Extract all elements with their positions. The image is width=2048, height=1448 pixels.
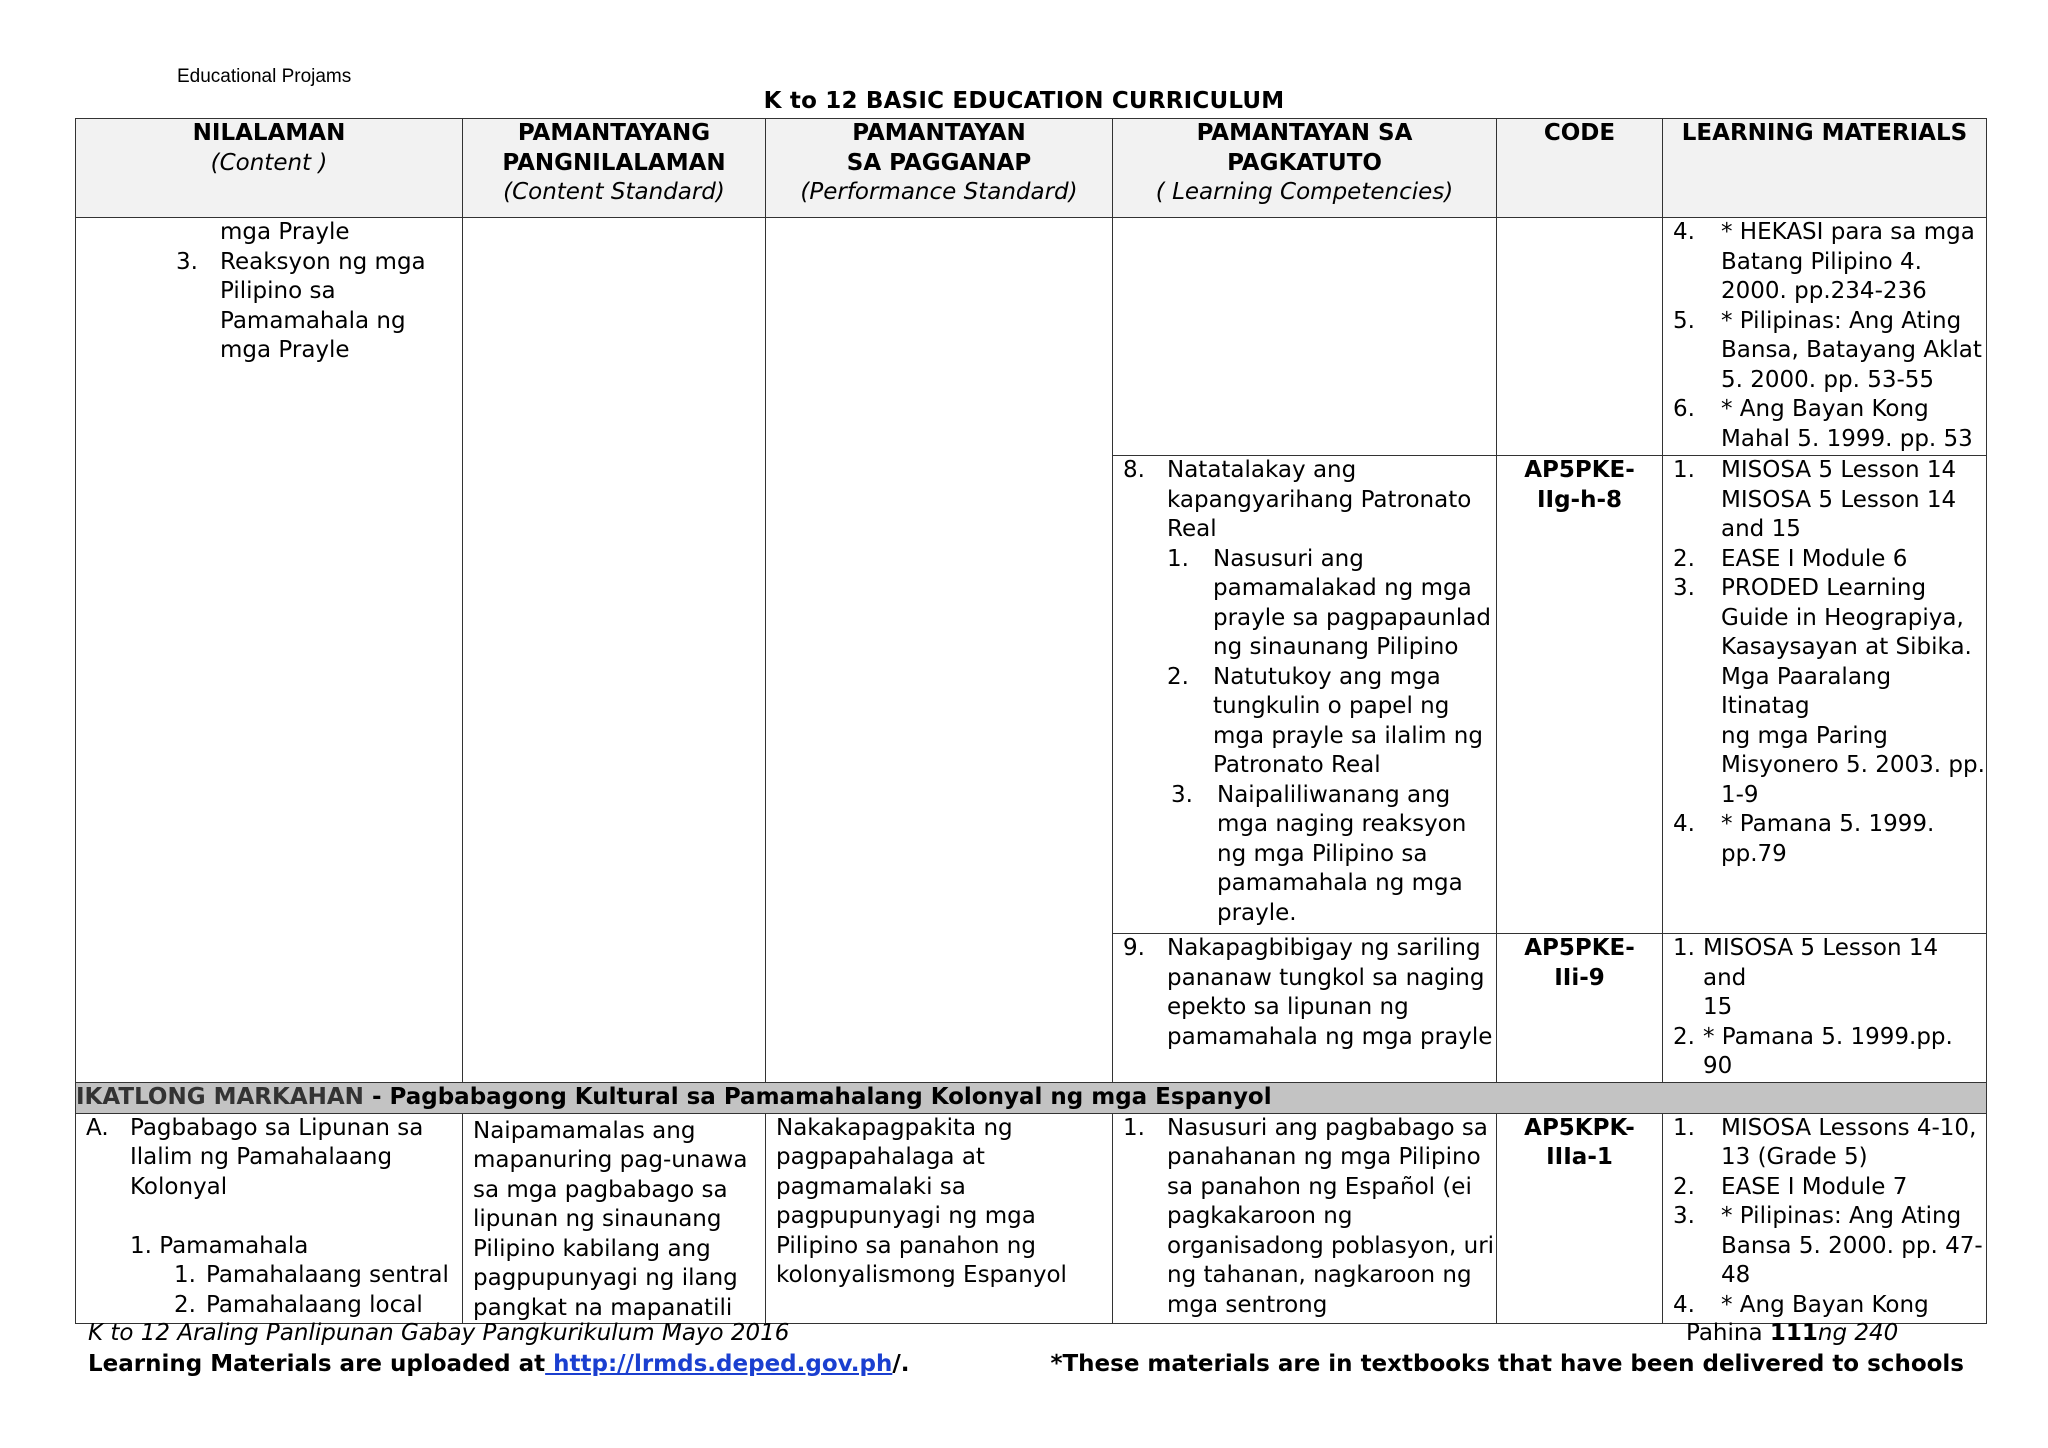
materials-cell (1663, 218, 1987, 456)
materials-cell (1663, 456, 1987, 934)
list-number: 1. (1673, 935, 1695, 961)
competency-cell (1113, 934, 1497, 1083)
header-ps-sub: (Performance Standard) (800, 179, 1078, 205)
content-continuation: mga Prayle (220, 219, 350, 245)
cs-line: pangkat na mapanatili (473, 1294, 733, 1321)
ps-line: pagmamalaki sa (776, 1173, 966, 1200)
content-standard-cell (463, 218, 766, 1083)
list-item (1673, 1291, 1986, 1321)
content-item-number: 3. (176, 248, 198, 275)
material-line: Mahal 5. 1999. pp. 53 (1721, 425, 1973, 452)
footer-upload-prefix: Learning Materials are uploaded at (88, 1351, 546, 1377)
code-cell (1497, 456, 1663, 934)
cs-line: sa mga pagbabago sa (473, 1176, 728, 1203)
code-line: IIg-h-8 (1536, 486, 1623, 513)
material-line: PRODED Learning (1721, 575, 1927, 601)
content-subheading: 1. Pamamahala (130, 1232, 309, 1259)
competency-9 (1123, 934, 1496, 1052)
header-materials: LEARNING MATERIALS (1663, 119, 1987, 218)
sub-line: Patronato Real (1213, 752, 1381, 778)
competency-line: kapangyarihang Patronato (1167, 486, 1472, 513)
list-item (1673, 1023, 1986, 1082)
competency-line: pagkakaroon ng (1167, 1203, 1353, 1229)
content-item-line: Ilalim ng Pamahalaang (130, 1144, 393, 1170)
subitem-number: 1. (174, 1262, 196, 1288)
header-cs-main1: PAMANTAYANG (517, 120, 711, 146)
performance-standard-cell (766, 218, 1113, 1083)
header-lc-main2: PAGKATUTO (1227, 149, 1382, 176)
material-line: Guide in Heograpiya, (1721, 604, 1964, 631)
list-number: 3. (1673, 575, 1695, 601)
cs-line: lipunan ng sinaunang (473, 1206, 722, 1232)
material-line: Mga Paaralang Itinatag (1721, 663, 1892, 719)
material-line: * Pilipinas: Ang Ating (1721, 1203, 1962, 1229)
material-line: EASE I Module 6 (1721, 545, 1908, 572)
competency-line: ng tahanan, nagkaroon ng (1167, 1262, 1472, 1288)
list-item (1673, 1114, 1986, 1173)
competency-line: Nakapagbibigay ng sariling (1167, 935, 1481, 961)
list-item (1673, 307, 1986, 396)
competency-number: 9. (1123, 935, 1145, 961)
quarter-theme: - Pagbabagong Kultural sa Pamamahalang Kolonyal ng mga Espanyol (363, 1083, 1272, 1110)
content-item-line: mga Prayle (220, 337, 350, 363)
header-code: CODE (1497, 119, 1663, 218)
competency-line: Natatalakay ang (1167, 457, 1357, 483)
list-item (1673, 810, 1986, 869)
material-line: MISOSA 5 Lesson 14 (1721, 457, 1957, 483)
header-content-sub: (Content ) (210, 149, 328, 176)
header-content-standard (463, 119, 766, 218)
material-line: ng mga Paring (1721, 722, 1888, 749)
cs-line: pagpupunyagi ng ilang (473, 1265, 738, 1291)
material-line: * Pilipinas: Ang Ating (1721, 307, 1962, 334)
footer-textbook-note: *These materials are in textbooks that have been delivered to schools (1050, 1351, 1964, 1377)
list-item (1673, 456, 1986, 545)
list-number: 2. (1673, 1023, 1695, 1050)
sub-number: 3. (1171, 781, 1193, 808)
list-number: 4. (1673, 219, 1695, 245)
header-performance-standard (766, 119, 1113, 218)
list-number: 3. (1673, 1203, 1695, 1229)
material-line: and 15 (1721, 516, 1801, 542)
sub-number: 2. (1167, 663, 1189, 690)
footer-page-number (1686, 1320, 1898, 1346)
material-line: * HEKASI para sa mga (1721, 219, 1975, 245)
cs-line: Naipamamalas ang (473, 1117, 696, 1144)
content-item-line: Kolonyal (130, 1173, 228, 1200)
quarter-heading-row (76, 1082, 1987, 1113)
code-cell (1497, 1113, 1663, 1324)
material-line: * Ang Bayan Kong (1721, 1291, 1929, 1318)
material-line: Bansa 5. 2000. pp. 47- (1721, 1232, 1983, 1259)
competency-number: 1. (1123, 1114, 1145, 1141)
sub-line: mga naging reaksyon (1217, 811, 1467, 837)
content-item-A (86, 1114, 462, 1203)
material-line: MISOSA Lessons 4-10, (1721, 1114, 1977, 1141)
materials-cell (1663, 934, 1987, 1083)
ps-line: pagpupunyagi ng mga (776, 1203, 1036, 1229)
list-number: 1. (1673, 457, 1695, 483)
content-subitem (86, 1261, 462, 1291)
sub-line: prayle sa pagpapaunlad (1213, 604, 1491, 631)
competency-number: 8. (1123, 457, 1145, 483)
content-subitem (86, 1291, 462, 1321)
list-item (1673, 395, 1986, 454)
page-of: ng 240 (1817, 1320, 1899, 1346)
code-line: AP5PKE- (1524, 935, 1635, 961)
list-number: 2. (1673, 1173, 1695, 1200)
sub-line: Naipaliliwanang ang (1217, 781, 1451, 808)
competency-line: mga sentrong (1167, 1291, 1328, 1318)
material-line: MISOSA 5 Lesson 14 (1721, 486, 1957, 513)
competency-line: Nasusuri ang pagbabago sa (1167, 1114, 1488, 1141)
sub-line: mga prayle sa ilalim ng (1213, 722, 1483, 749)
material-line: MISOSA 5 Lesson 14 and (1703, 935, 1939, 991)
header-cs-main2: PANGNILALAMAN (502, 149, 726, 176)
subitem-text: Pamahalaang sentral (206, 1262, 449, 1288)
content-cell (76, 1113, 463, 1324)
competency-1 (1123, 1114, 1496, 1321)
table-header-row (76, 119, 1987, 218)
list-number: 2. (1673, 545, 1695, 572)
material-line: 1-9 (1721, 781, 1759, 808)
footer-upload-note (88, 1351, 909, 1377)
performance-standard-cell (766, 1113, 1113, 1324)
subitem-number: 2. (174, 1291, 196, 1318)
competency-cell (1113, 218, 1497, 456)
ps-line: Pilipino sa panahon ng (776, 1232, 1036, 1259)
page-num: 111 (1769, 1320, 1818, 1346)
sub-competency-1 (1123, 545, 1496, 663)
cs-line: Pilipino kabilang ang (473, 1235, 711, 1262)
material-line: 5. 2000. pp. 53-55 (1721, 366, 1935, 393)
competency-8 (1123, 456, 1496, 545)
content-item-number: A. (86, 1114, 109, 1141)
material-line: Misyonero 5. 2003. pp. (1721, 752, 1985, 778)
material-line: * Pamana 5. 1999.pp. 90 (1703, 1023, 1953, 1079)
header-lc-main1: PAMANTAYAN SA (1196, 120, 1413, 146)
page-prefix: Pahina (1686, 1320, 1770, 1346)
ps-line: Nakakapagpakita ng (776, 1114, 1013, 1141)
ps-line: kolonyalismong Espanyol (776, 1262, 1067, 1288)
sub-competency-3 (1123, 781, 1496, 929)
material-line: Kasaysayan at Sibika. (1721, 634, 1972, 660)
spacer (86, 1202, 462, 1232)
material-line: 13 (Grade 5) (1721, 1144, 1868, 1170)
sub-line: pamamahala ng mga (1217, 870, 1463, 896)
list-number: 5. (1673, 307, 1695, 334)
material-line: 15 (1703, 994, 1733, 1020)
watermark-text: Educational Projams (177, 66, 352, 87)
sub-line: ng sinaunang Pilipino (1213, 634, 1459, 660)
competency-line: epekto sa lipunan ng (1167, 994, 1409, 1020)
content-cell (76, 218, 463, 1083)
sub-line: Nasusuri ang (1213, 545, 1364, 572)
sub-line: tungkulin o papel ng (1213, 693, 1450, 719)
header-cs-sub: (Content Standard) (503, 179, 725, 205)
competency-line: organisadong poblasyon, uri (1167, 1232, 1495, 1259)
content-item-text (176, 248, 462, 366)
list-item (1673, 1202, 1986, 1291)
subitem-text: Pamahalaang local (206, 1291, 423, 1318)
material-line: * Pamana 5. 1999. (1721, 811, 1935, 837)
competency-line: panahanan ng mga Pilipino (1167, 1144, 1481, 1170)
material-line: 2000. pp.234-236 (1721, 278, 1927, 304)
table-row (76, 218, 1987, 456)
header-content (76, 119, 463, 218)
footer-guide-title: K to 12 Araling Panlipunan Gabay Pangkurikulum Mayo 2016 (88, 1320, 790, 1346)
sub-competency-2 (1123, 663, 1496, 781)
lrmds-link[interactable]: http://lrmds.deped.gov.ph (545, 1351, 893, 1377)
list-item (1673, 218, 1986, 307)
table-row (76, 1113, 1987, 1324)
code-cell (1497, 934, 1663, 1083)
competency-line: pamamahala ng mga prayle (1167, 1023, 1493, 1050)
quarter-heading (76, 1082, 1987, 1113)
content-item-line: Pagbabago sa Lipunan sa (130, 1114, 424, 1141)
competency-line: Real (1167, 516, 1217, 542)
competency-line: pananaw tungkol sa naging (1167, 964, 1485, 991)
materials-cell (1663, 1113, 1987, 1324)
content-standard-cell (463, 1113, 766, 1324)
sub-line: ng mga Pilipino sa (1217, 840, 1428, 867)
list-number: 1. (1673, 1114, 1695, 1141)
cs-line: mapanuring pag-unawa (473, 1147, 748, 1173)
competency-line: sa panahon ng Español (ei (1167, 1173, 1472, 1200)
sub-number: 1. (1167, 545, 1189, 572)
content-item-line: Pilipino sa (220, 278, 336, 304)
header-ps-main1: PAMANTAYAN (852, 120, 1026, 146)
code-line: IIIa-1 (1546, 1144, 1613, 1170)
code-line: AP5KPK- (1524, 1114, 1635, 1141)
material-line: Batang Pilipino 4. (1721, 248, 1922, 275)
sub-line: prayle. (1217, 899, 1297, 926)
quarter-label: IKATLONG MARKAHAN (76, 1083, 364, 1110)
content-item-line: Pamamahala ng (220, 307, 406, 334)
code-line: IIi-9 (1554, 964, 1605, 991)
content-item-3 (76, 248, 462, 366)
content-item-line: Reaksyon ng mga (220, 248, 426, 275)
code-cell (1497, 218, 1663, 456)
header-competencies (1113, 119, 1497, 218)
sub-line: pamamalakad ng mga (1213, 575, 1472, 601)
footer-upload-suffix: /. (892, 1351, 910, 1377)
material-line: pp.79 (1721, 840, 1787, 867)
list-item (1673, 574, 1986, 810)
list-item (1673, 1173, 1986, 1203)
material-line: Bansa, Batayang Aklat (1721, 337, 1982, 363)
material-line: EASE I Module 7 (1721, 1173, 1908, 1200)
competency-cell (1113, 456, 1497, 934)
header-ps-main2: SA PAGGANAP (846, 149, 1032, 176)
curriculum-table (75, 118, 1987, 1324)
code-line: AP5PKE- (1524, 457, 1635, 483)
list-item (1673, 545, 1986, 575)
list-number: 6. (1673, 396, 1695, 422)
list-number: 4. (1673, 811, 1695, 837)
list-item (1673, 934, 1986, 1023)
competency-cell (1113, 1113, 1497, 1324)
material-line: 48 (1721, 1262, 1751, 1288)
list-number: 4. (1673, 1291, 1695, 1318)
header-lc-sub: ( Learning Competencies) (1155, 179, 1454, 205)
material-line: * Ang Bayan Kong (1721, 396, 1929, 422)
header-content-main: NILALAMAN (192, 120, 346, 146)
ps-line: pagpapahalaga at (776, 1144, 985, 1170)
document-title: K to 12 BASIC EDUCATION CURRICULUM (763, 88, 1285, 114)
sub-line: Natutukoy ang mga (1213, 663, 1441, 690)
